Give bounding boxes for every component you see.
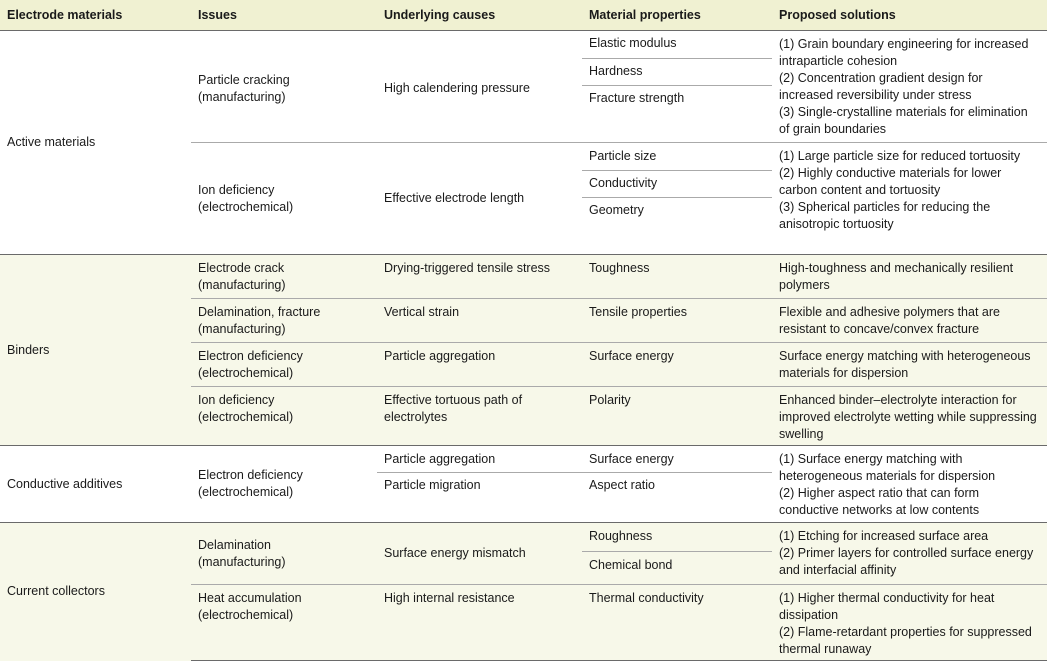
table-row (0, 523, 1047, 552)
property-cell: Elastic modulus (589, 36, 677, 50)
property-cell: Surface energy (582, 343, 772, 387)
solution-cell: (1) Surface energy matching with heterogeneous materials for dispersion (2) Higher aspect ratio that can form conductive networks at low contents (772, 446, 1047, 523)
table-row (0, 446, 1047, 473)
issue-cell: Electrode crack (manufacturing) (191, 255, 377, 299)
issue-cell: Particle cracking (manufacturing) (198, 72, 290, 104)
cause-cell: Effective electrode length (377, 143, 582, 255)
solution-cell: Flexible and adhesive polymers that are resistant to concave/convex fracture (772, 299, 1047, 343)
cause-cell: Particle migration (377, 473, 582, 523)
cause-cell: Particle aggregation (377, 343, 582, 387)
property-cell: Surface energy (582, 446, 772, 473)
property-cell: Conductivity (582, 171, 772, 198)
solution-cell: (1) Large particle size for reduced tortuosity (2) Highly conductive materials for lower carbon content and tortuosity (3) Spherical particles for reducing the anisotropic tortuosity (772, 143, 1047, 255)
cause-cell: Vertical strain (377, 299, 582, 343)
issue-cell: Electron deficiency (electrochemical) (191, 446, 377, 523)
property-cell: Roughness (582, 523, 772, 552)
header-issues: Issues (191, 0, 377, 31)
property-cell: Particle size (582, 143, 772, 171)
category-conductive-additives: Conductive additives (0, 446, 191, 523)
issue-cell: Heat accumulation (electrochemical) (191, 585, 377, 661)
issue-cell: Delamination (manufacturing) (191, 523, 377, 585)
property-cell: Thermal conductivity (582, 585, 772, 661)
issue-cell: Delamination, fracture (manufacturing) (191, 299, 377, 343)
issue-cell: Ion deficiency (electrochemical) (191, 143, 377, 255)
issue-cell: Electron deficiency (electrochemical) (191, 343, 377, 387)
solution-cell: (1) Etching for increased surface area (2) Primer layers for controlled surface energy and interfacial affinity (772, 523, 1047, 585)
cause-cell: Drying-triggered tensile stress (377, 255, 582, 299)
cause-cell: Effective tortuous path of electrolytes (377, 387, 582, 446)
property-cell: Geometry (582, 198, 772, 255)
header-row (0, 0, 1047, 31)
cause-cell: Surface energy mismatch (377, 523, 582, 585)
header-material-properties: Material properties (582, 0, 772, 31)
property-cell: Hardness (582, 59, 772, 86)
solution-cell: Enhanced binder–electrolyte interaction for improved electrolyte wetting while suppressing swelling (772, 387, 1047, 446)
property-cell: Aspect ratio (582, 473, 772, 523)
category-current-collectors: Current collectors (0, 523, 191, 661)
issue-cell: Ion deficiency (electrochemical) (191, 387, 377, 446)
cause-cell: High internal resistance (377, 585, 582, 661)
solution-cell: (1) Grain boundary engineering for increased intraparticle cohesion (2) Concentration gradient design for increased reversibility under stress (3) Single-crystalline materials for elimination of grain boundaries (779, 37, 1029, 136)
solution-cell: High-toughness and mechanically resilient polymers (772, 255, 1047, 299)
cause-cell: High calendering pressure (384, 81, 530, 95)
table-row (0, 255, 1047, 299)
category-active-materials: Active materials (7, 135, 96, 149)
header-proposed-solutions: Proposed solutions (772, 0, 1047, 31)
solution-cell: Surface energy matching with heterogeneous materials for dispersion (772, 343, 1047, 387)
header-underlying-causes: Underlying causes (377, 0, 582, 31)
solution-cell: (1) Higher thermal conductivity for heat dissipation (2) Flame-retardant properties for suppressed thermal runaway (772, 585, 1047, 661)
property-cell: Fracture strength (582, 86, 772, 143)
property-cell: Polarity (582, 387, 772, 446)
cause-cell: Particle aggregation (377, 446, 582, 473)
property-cell: Chemical bond (582, 552, 772, 585)
category-binders: Binders (0, 255, 191, 446)
header-electrode-materials: Electrode materials (0, 0, 191, 31)
property-cell: Toughness (582, 255, 772, 299)
table-row (0, 31, 1047, 59)
property-cell: Tensile properties (582, 299, 772, 343)
